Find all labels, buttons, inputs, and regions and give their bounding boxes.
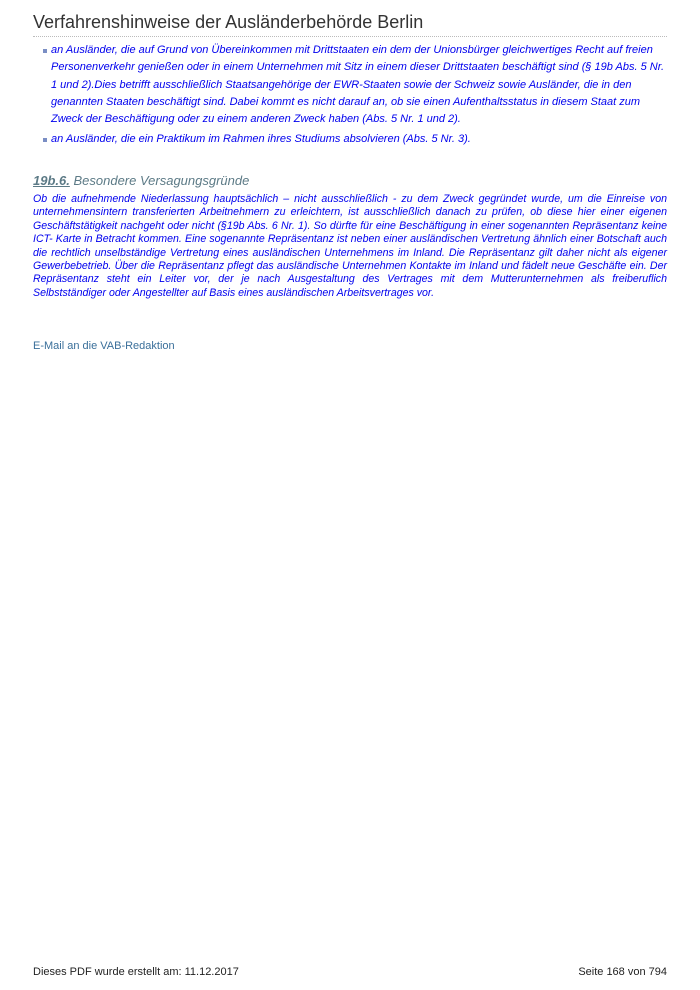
page-title: Verfahrenshinweise der Ausländerbehörde Berlin — [33, 12, 424, 32]
section-heading — [33, 173, 249, 188]
list-item-text: an Ausländer, die auf Grund von Übereinkommen mit Drittstaaten ein dem der Unionsbürger gleichwertiges Recht auf freien Personenverkehr genießen oder in einem Unternehmen mit Sitz in einem dieser Drittstaaten beschäftigt sind (§ 19b Abs. 5 Nr. 1 und 2).Dies betrifft ausschließlich Staatsangehörige der EWR-Staaten sowie der Schweiz sowie Ausländer, die in den genannten Staaten beschäftigt sind. Dabei kommt es nicht darauf an, ob sie einen Aufenthaltsstatus in diesem Staat zum Zweck der Beschäftigung oder zu einem anderen Zweck haben (Abs. 5 Nr. 1 und 2). — [51, 44, 665, 126]
section-number-link[interactable]: 19b.6. — [33, 173, 70, 188]
bullet-list — [43, 42, 669, 152]
title-divider — [33, 36, 667, 37]
square-bullet-icon — [43, 49, 47, 53]
square-bullet-icon — [43, 138, 47, 142]
footer-created-date: Dieses PDF wurde erstellt am: 11.12.2017 — [33, 966, 239, 978]
mail-link[interactable]: E-Mail an die VAB-Redaktion — [33, 340, 175, 352]
section-title: Besondere Versagungsgründe — [73, 173, 250, 188]
section-body: Ob die aufnehmende Niederlassung hauptsächlich – nicht ausschließlich - zu dem Zweck gegründet wurde, um die Einreise von unternehmensintern transferierten Arbeitnehmern zu erleichtern, ist ausschließlich danach zu prüfen, ob diese hier einer eigenen Geschäftstätigkeit nachgeht oder nicht (§19b Abs. 6 Nr. 1). So dürfte für eine Beschäftigung in einer sogenannten Repräsentanz keine ICT- Karte in Betracht kommen. Eine sogenannte Repräsentanz ist neben einer ausländischen Vertretung ähnlich einer Botschaft auch die rechtlich unselbständige Vertretung eines ausländischen Unternehmens im Inland. Die Repräsentanz gilt daher nicht als eigener Gewerbebetrieb. Über die Repräsentanz pflegt das ausländische Unternehmen Kontakte im Inland und fädelt neue Geschäfte ein. Der Repräsentanz steht ein Leiter vor, der je nach Ausgestaltung des Vertrages mit dem Mutterunternehmen als freiberuflich Selbstständiger oder Angestellter auf Basis eines ausländischen Arbeitsvertrages vor. — [33, 193, 667, 299]
footer-page-number: Seite 168 von 794 — [578, 966, 667, 978]
list-item — [43, 42, 669, 128]
list-item-text: an Ausländer, die ein Praktikum im Rahmen ihres Studiums absolvieren (Abs. 5 Nr. 3). — [51, 133, 471, 146]
list-item — [43, 131, 669, 148]
